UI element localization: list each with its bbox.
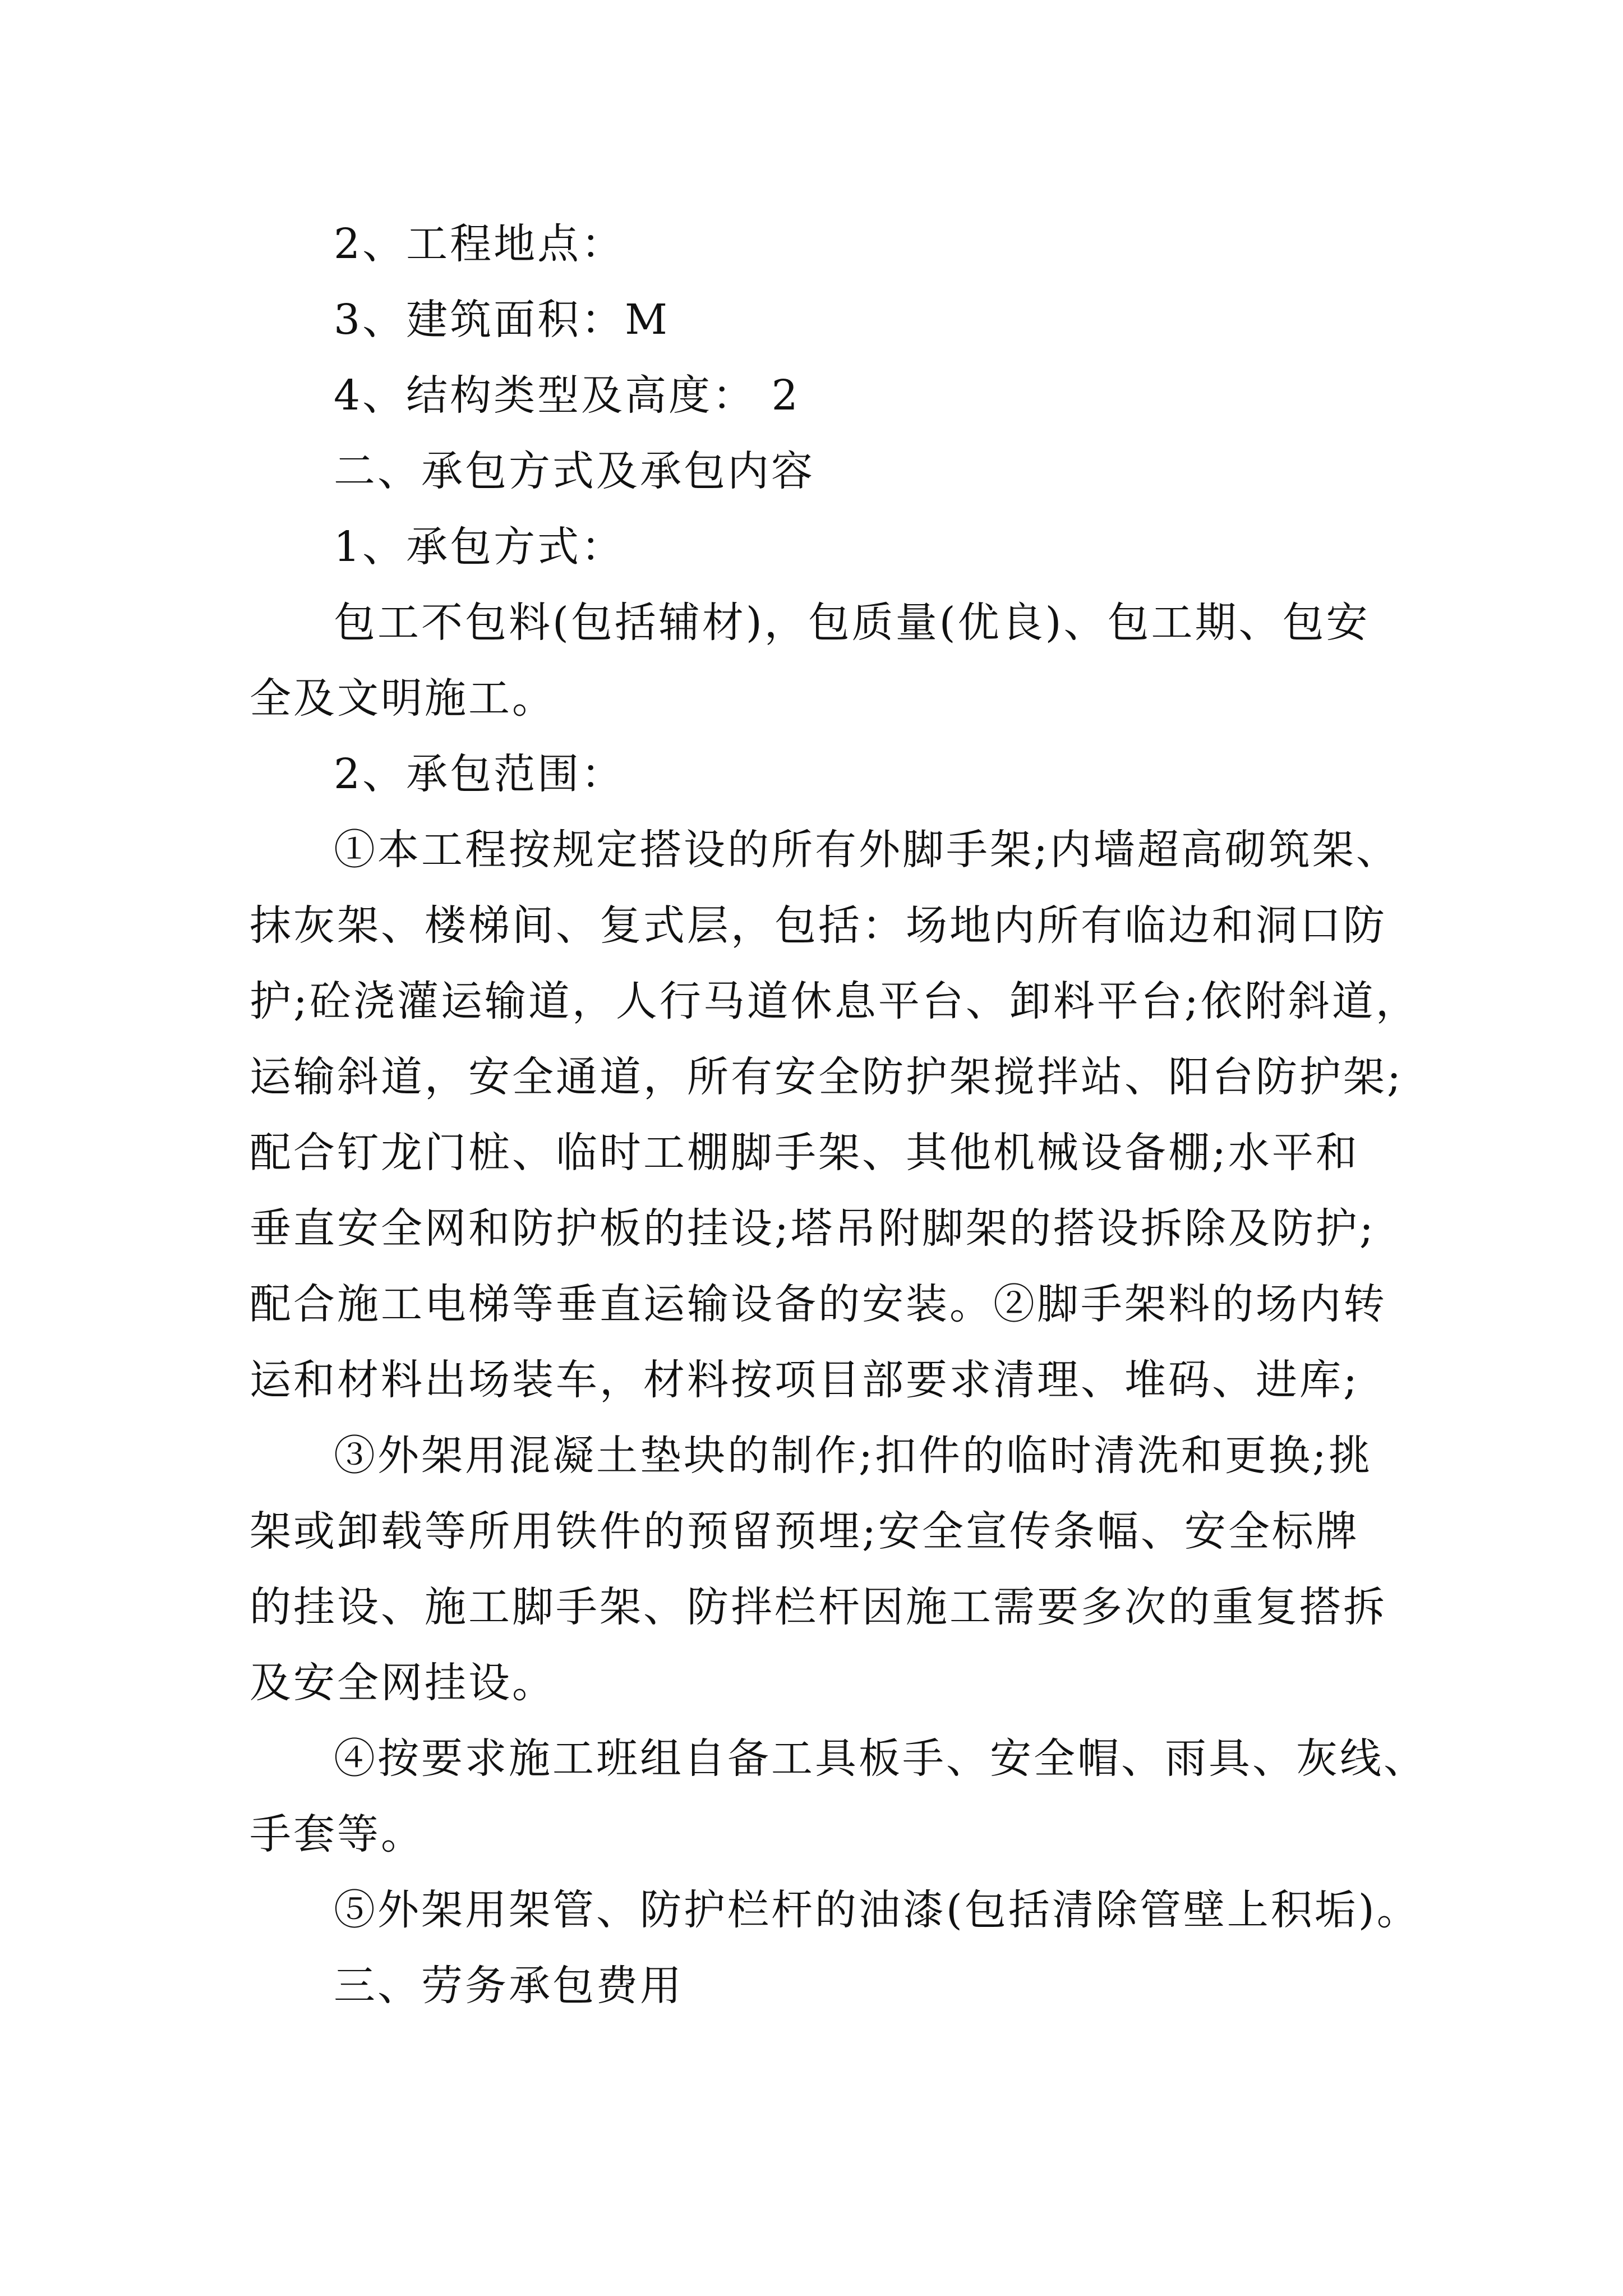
- subheading-contract-scope: 2、承包范围：: [334, 750, 625, 798]
- paragraph-line: 配合施工电梯等垂直运输设备的安装。②脚手架料的场内转: [250, 1280, 1387, 1328]
- paragraph-line: 全及文明施工。: [250, 674, 556, 723]
- section-heading-labor-fees: 三、劳务承包费用: [334, 1962, 684, 2010]
- item-project-location: 2、工程地点：: [334, 220, 625, 268]
- paragraph-line: 运和材料出场装车，材料按项目部要求清理、堆码、进库;: [250, 1356, 1359, 1404]
- paragraph-line: ③外架用混凝土垫块的制作;扣件的临时清洗和更换;挑: [334, 1432, 1372, 1480]
- paragraph-line: ①本工程按规定搭设的所有外脚手架;内墙超高砌筑架、: [334, 826, 1400, 874]
- paragraph-line: 手套等。: [250, 1810, 425, 1858]
- paragraph-line: 包工不包料(包括辅材)，包质量(优良)、包工期、包安: [334, 599, 1370, 647]
- paragraph-line: 护;砼浇灌运输道，人行马道休息平台、卸料平台;依附斜道，: [250, 977, 1419, 1025]
- subheading-contract-method: 1、承包方式：: [334, 523, 625, 571]
- paragraph-line: 架或卸载等所用铁件的预留预埋;安全宣传条幅、安全标牌: [250, 1507, 1359, 1556]
- paragraph-line: 运输斜道，安全通道，所有安全防护架搅拌站、阳台防护架;: [250, 1053, 1403, 1101]
- paragraph-line: 的挂设、施工脚手架、防拌栏杆因施工需要多次的重复搭拆: [250, 1583, 1387, 1631]
- paragraph-line: 及安全网挂设。: [250, 1659, 556, 1707]
- paragraph-line: ⑤外架用架管、防护栏杆的油漆(包括清除管壁上积垢)。: [334, 1886, 1421, 1934]
- paragraph-line: 配合钉龙门桩、临时工棚脚手架、其他机械设备棚;水平和: [250, 1129, 1359, 1177]
- item-structure-type: 4、结构类型及高度： 2: [334, 371, 800, 420]
- paragraph-line: ④按要求施工班组自备工具板手、安全帽、雨具、灰线、: [334, 1734, 1427, 1783]
- paragraph-line: 垂直安全网和防护板的挂设;塔吊附脚架的搭设拆除及防护;: [250, 1204, 1376, 1253]
- section-heading-contract-method: 二、承包方式及承包内容: [334, 447, 815, 495]
- paragraph-line: 抹灰架、楼梯间、复式层，包括：场地内所有临边和洞口防: [250, 901, 1387, 950]
- item-building-area: 3、建筑面积：M: [334, 296, 670, 344]
